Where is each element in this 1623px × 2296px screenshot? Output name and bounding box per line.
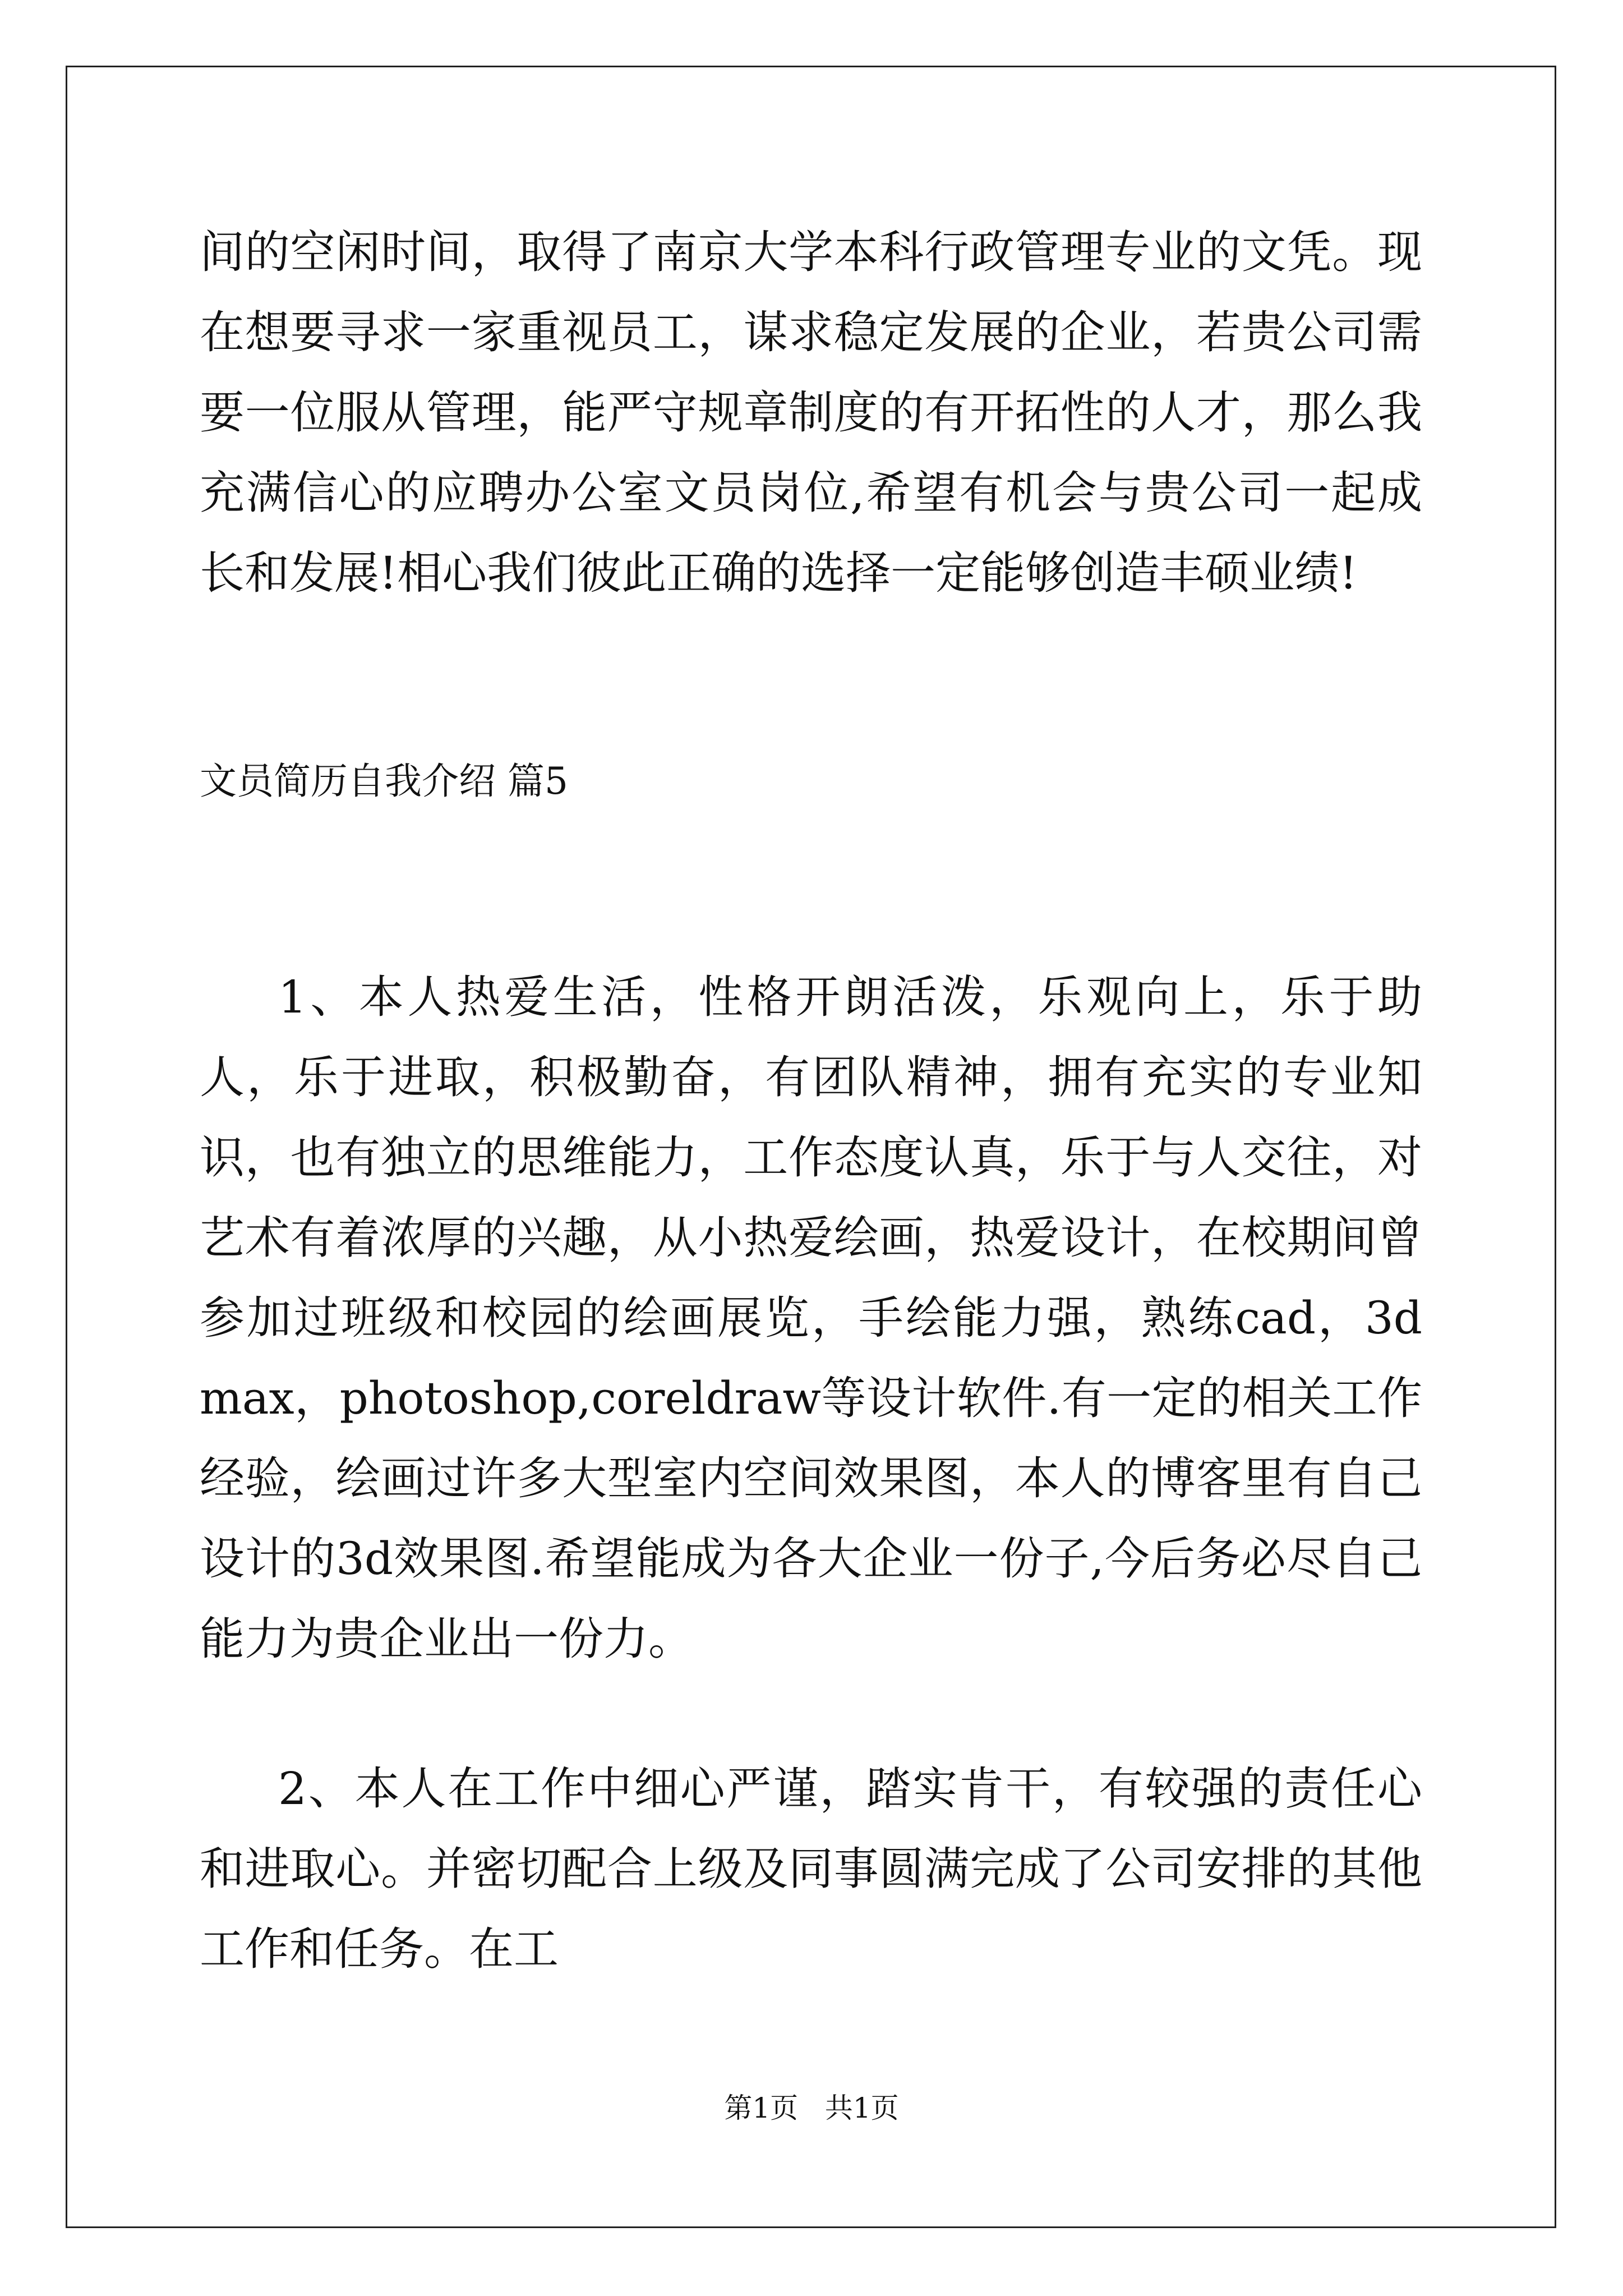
page-footer (0, 2088, 1623, 2128)
body-paragraph-2 (200, 957, 1422, 1679)
page-number: 第1页 共1页 (724, 2092, 899, 2124)
paragraph-text: 1、本人热爱生活，性格开朗活泼，乐观向上，乐于助人，乐于进取，积极勤奋，有团队精神，拥有充实的专业知识，也有独立的思维能力，工作态度认真，乐于与人交往，对艺术有着浓厚的兴趣，从小热爱绘画，热爱设计，在校期间曾参加过班级和校园的绘画展览，手绘能力强，熟练cad，3d max，photoshop,coreldraw等设计软件.有一定的相关工作经验，绘画过许多大型室内空间效果图，本人的博客里有自己设计的3d效果图.希望能成为各大企业一份子,今后务必尽自己能力为贵企业出一份力。 (200, 971, 1422, 1665)
section-heading: 文员简历自我介绍 篇5 (200, 760, 568, 803)
body-paragraph-1 (200, 212, 1422, 613)
paragraph-text: 间的空闲时间，取得了南京大学本科行政管理专业的文凭。现在想要寻求一家重视员工，谋求稳定发展的企业，若贵公司需要一位服从管理，能严守规章制度的有开拓性的人才，那么我充满信心的应聘办公室文员岗位,希望有机会与贵公司一起成长和发展!相心我们彼此正确的选择一定能够创造丰硕业绩! (200, 226, 1422, 599)
body-paragraph-3 (200, 1749, 1422, 1989)
paragraph-text: 2、本人在工作中细心严谨，踏实肯干，有较强的责任心和进取心。并密切配合上级及同事圆满完成了公司安排的其他工作和任务。在工 (200, 1763, 1422, 1975)
